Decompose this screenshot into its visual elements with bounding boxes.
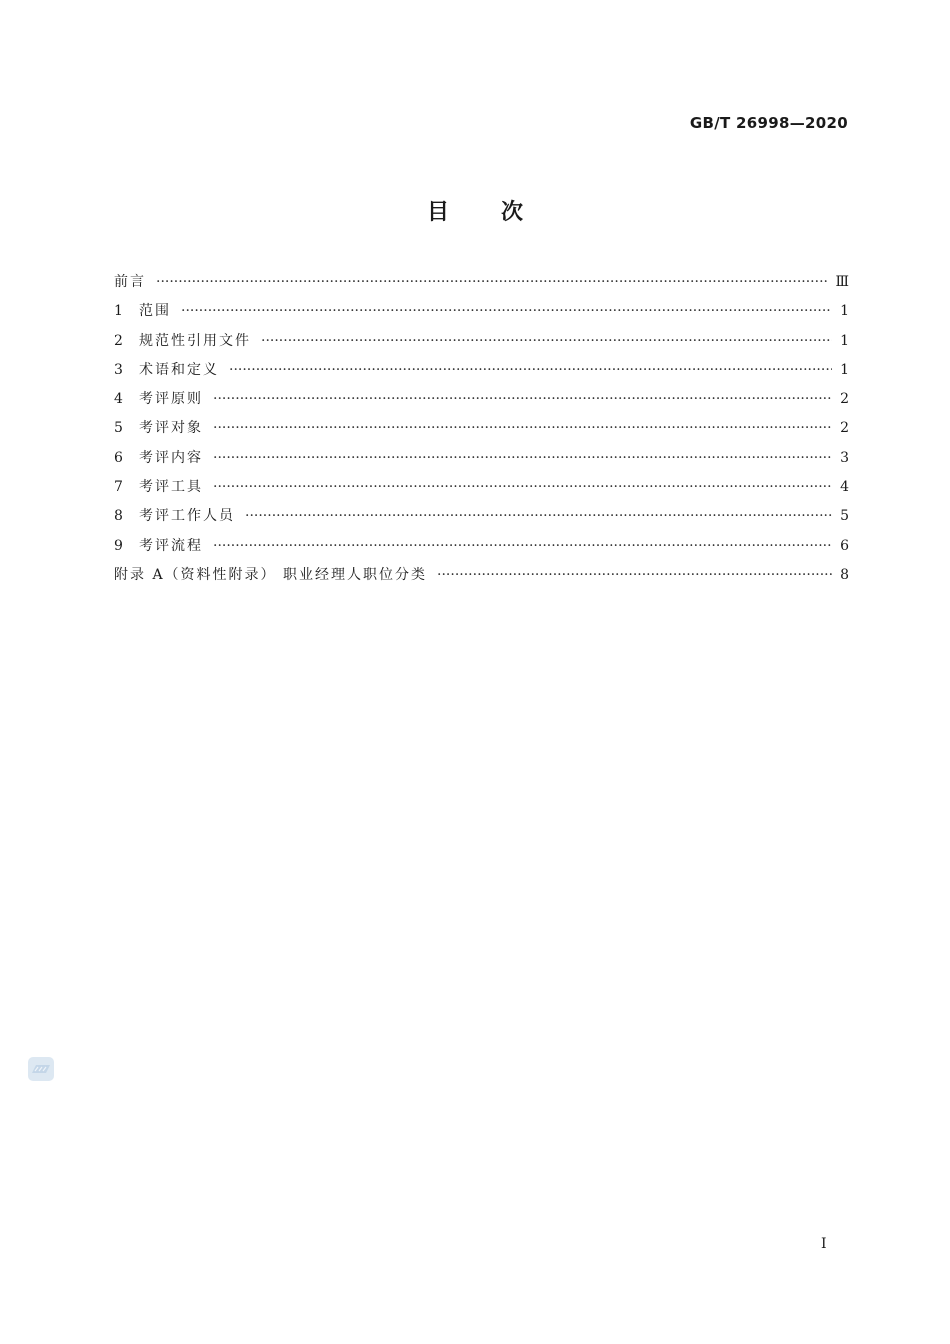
toc-entry-page: 2 bbox=[840, 391, 849, 408]
toc-entry-number: 5 bbox=[114, 420, 123, 437]
toc-entry-title: 考评原则 bbox=[139, 391, 203, 408]
toc-entry-page: 4 bbox=[840, 479, 849, 496]
dot-leader bbox=[213, 420, 832, 436]
dot-leader bbox=[213, 479, 832, 495]
toc-entry-number: 7 bbox=[114, 479, 123, 496]
toc-entry-3[interactable] bbox=[114, 359, 849, 388]
toc-entry-preface[interactable] bbox=[114, 271, 849, 300]
dot-leader bbox=[261, 333, 832, 349]
toc-entry-number: 2 bbox=[114, 332, 123, 349]
toc-entry-page: 1 bbox=[840, 303, 849, 320]
toc-entry-page: 2 bbox=[840, 420, 849, 437]
dot-leader bbox=[181, 303, 832, 319]
dot-leader bbox=[156, 274, 827, 290]
toc-entry-page: 8 bbox=[840, 566, 849, 583]
toc-entry-1[interactable] bbox=[114, 300, 849, 329]
toc-entry-title: 规范性引用文件 bbox=[139, 332, 251, 349]
toc-entry-number: 1 bbox=[114, 303, 123, 320]
toc-entry-5[interactable] bbox=[114, 417, 849, 446]
toc-entry-8[interactable] bbox=[114, 505, 849, 534]
sac-logo-icon bbox=[28, 1057, 54, 1081]
dot-leader bbox=[245, 508, 832, 524]
dot-leader bbox=[213, 538, 832, 554]
toc-entry-6[interactable] bbox=[114, 447, 849, 476]
toc-entry-title: 前言 bbox=[114, 274, 146, 290]
toc-entry-number: 6 bbox=[114, 449, 123, 466]
toc-entry-title: 考评工作人员 bbox=[139, 508, 235, 525]
toc-entry-page: Ⅲ bbox=[835, 274, 849, 290]
toc-entry-7[interactable] bbox=[114, 476, 849, 505]
toc-entry-4[interactable] bbox=[114, 388, 849, 417]
toc-entry-9[interactable] bbox=[114, 535, 849, 564]
toc-entry-number: 4 bbox=[114, 391, 123, 408]
toc-entry-title: 术语和定义 bbox=[139, 361, 219, 378]
standard-code: GB/T 26998—2020 bbox=[689, 114, 848, 132]
table-of-contents bbox=[114, 271, 849, 593]
toc-entry-title: 考评对象 bbox=[139, 420, 203, 437]
toc-entry-title: 范围 bbox=[139, 303, 171, 320]
toc-entry-appendix-a[interactable] bbox=[114, 564, 849, 593]
toc-entry-page: 1 bbox=[840, 332, 849, 349]
toc-entry-page: 3 bbox=[840, 449, 849, 466]
toc-entry-title: 考评内容 bbox=[139, 449, 203, 466]
toc-entry-number: 3 bbox=[114, 361, 123, 378]
dot-leader bbox=[213, 450, 832, 466]
toc-entry-number: 9 bbox=[114, 537, 123, 554]
toc-entry-title: 考评流程 bbox=[139, 537, 203, 554]
dot-leader bbox=[437, 567, 832, 583]
toc-entry-2[interactable] bbox=[114, 330, 849, 359]
page-number: I bbox=[821, 1236, 827, 1252]
toc-entry-page: 6 bbox=[840, 537, 849, 554]
sac-logo-shape bbox=[30, 1062, 52, 1076]
toc-entry-page: 1 bbox=[840, 361, 849, 378]
page-title: 目次 bbox=[426, 200, 575, 225]
dot-leader bbox=[213, 391, 832, 407]
toc-entry-title: 考评工具 bbox=[139, 479, 203, 496]
dot-leader bbox=[229, 362, 832, 378]
toc-entry-page: 5 bbox=[840, 508, 849, 525]
toc-entry-number: 8 bbox=[114, 508, 123, 525]
toc-entry-title: 附录 A（资料性附录） 职业经理人职位分类 bbox=[114, 566, 428, 583]
